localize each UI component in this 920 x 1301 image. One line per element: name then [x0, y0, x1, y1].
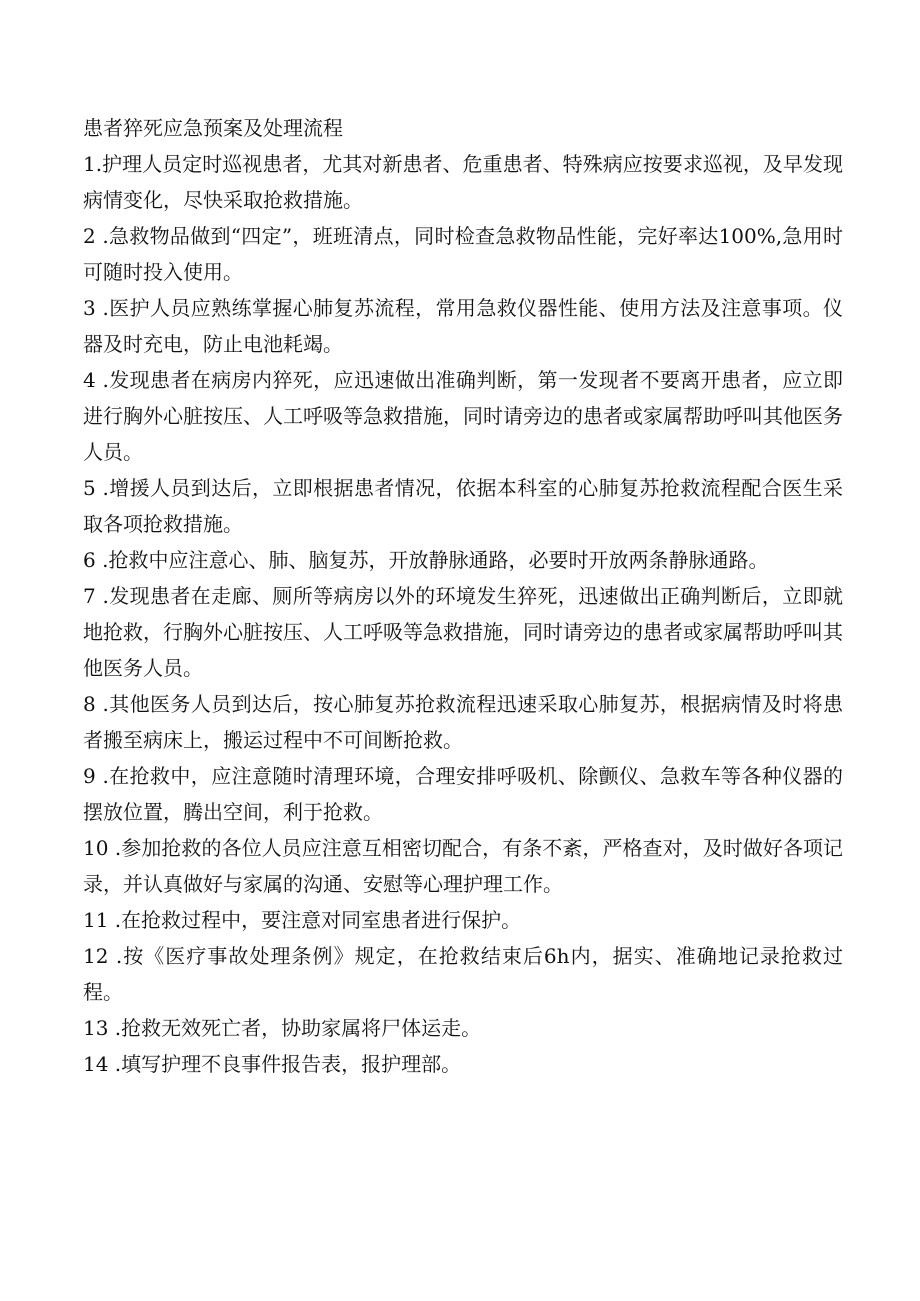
document-body [83, 110, 843, 1082]
item-text: 护理人员定时巡视患者，尤其对新患者、危重患者、特殊病应按要求巡视，及早发现病情变化，尽快采取抢救措施。 [83, 152, 843, 212]
item-number: 2 . [83, 224, 109, 248]
item-text: 按《医疗事故处理条例》规定，在抢救结束后6h内，据实、准确地记录抢救过程。 [83, 944, 843, 1004]
item-number: 8 . [83, 692, 109, 716]
list-item [83, 362, 843, 470]
list-item [83, 218, 843, 290]
item-number: 6 . [83, 548, 109, 572]
item-number: 5 . [83, 476, 109, 500]
document-title: 患者猝死应急预案及处理流程 [83, 116, 343, 140]
list-item [83, 758, 843, 830]
list-item [83, 146, 843, 218]
list-item [83, 1010, 843, 1046]
list-item [83, 470, 843, 542]
item-text: 参加抢救的各位人员应注意互相密切配合，有条不紊，严格查对，及时做好各项记录，并认真做好与家属的沟通、安慰等心理护理工作。 [83, 836, 843, 896]
item-text: 发现患者在走廊、厕所等病房以外的环境发生猝死，迅速做出正确判断后，立即就地抢救，行胸外心脏按压、人工呼吸等急救措施，同时请旁边的患者或家属帮助呼叫其他医务人员。 [83, 584, 843, 680]
item-text: 在抢救过程中，要注意对同室患者进行保护。 [121, 908, 522, 932]
list-item [83, 830, 843, 902]
item-number: 11 . [83, 908, 122, 932]
list-item [83, 1046, 843, 1082]
item-number: 14 . [83, 1052, 122, 1076]
item-text: 发现患者在病房内猝死，应迅速做出准确判断，第一发现者不要离开患者，应立即进行胸外心脏按压、人工呼吸等急救措施，同时请旁边的患者或家属帮助呼叫其他医务人员。 [83, 368, 843, 464]
item-number: 12 . [83, 944, 123, 968]
list-item [83, 542, 843, 578]
item-text: 在抢救中，应注意随时清理环境，合理安排呼吸机、除颤仪、急救车等各种仪器的摆放位置，腾出空间，利于抢救。 [83, 764, 843, 824]
list-item [83, 902, 843, 938]
list-item [83, 686, 843, 758]
item-number: 13 . [83, 1016, 122, 1040]
item-text: 抢救中应注意心、肺、脑复苏，开放静脉通路，必要时开放两条静脉通路。 [108, 548, 769, 572]
item-text: 填写护理不良事件报告表，报护理部。 [121, 1052, 462, 1076]
item-text: 急救物品做到“四定”，班班清点，同时检查急救物品性能，完好率达100%,急用时可随时投入使用。 [83, 224, 843, 284]
item-number: 1. [83, 152, 103, 176]
item-text: 医护人员应熟练掌握心肺复苏流程，常用急救仪器性能、使用方法及注意事项。仪器及时充电，防止电池耗竭。 [83, 296, 843, 356]
item-text: 其他医务人员到达后，按心肺复苏抢救流程迅速采取心肺复苏，根据病情及时将患者搬至病床上，搬运过程中不可间断抢救。 [83, 692, 843, 752]
item-text: 增援人员到达后，立即根据患者情况，依据本科室的心肺复苏抢救流程配合医生采取各项抢救措施。 [83, 476, 843, 536]
item-number: 10 . [83, 836, 122, 860]
item-number: 9 . [83, 764, 109, 788]
item-text: 抢救无效死亡者，协助家属将尸体运走。 [121, 1016, 482, 1040]
item-number: 4 . [83, 368, 109, 392]
list-item [83, 290, 843, 362]
item-number: 7 . [83, 584, 109, 608]
item-number: 3 . [83, 296, 109, 320]
list-item [83, 938, 843, 1010]
list-item [83, 578, 843, 686]
